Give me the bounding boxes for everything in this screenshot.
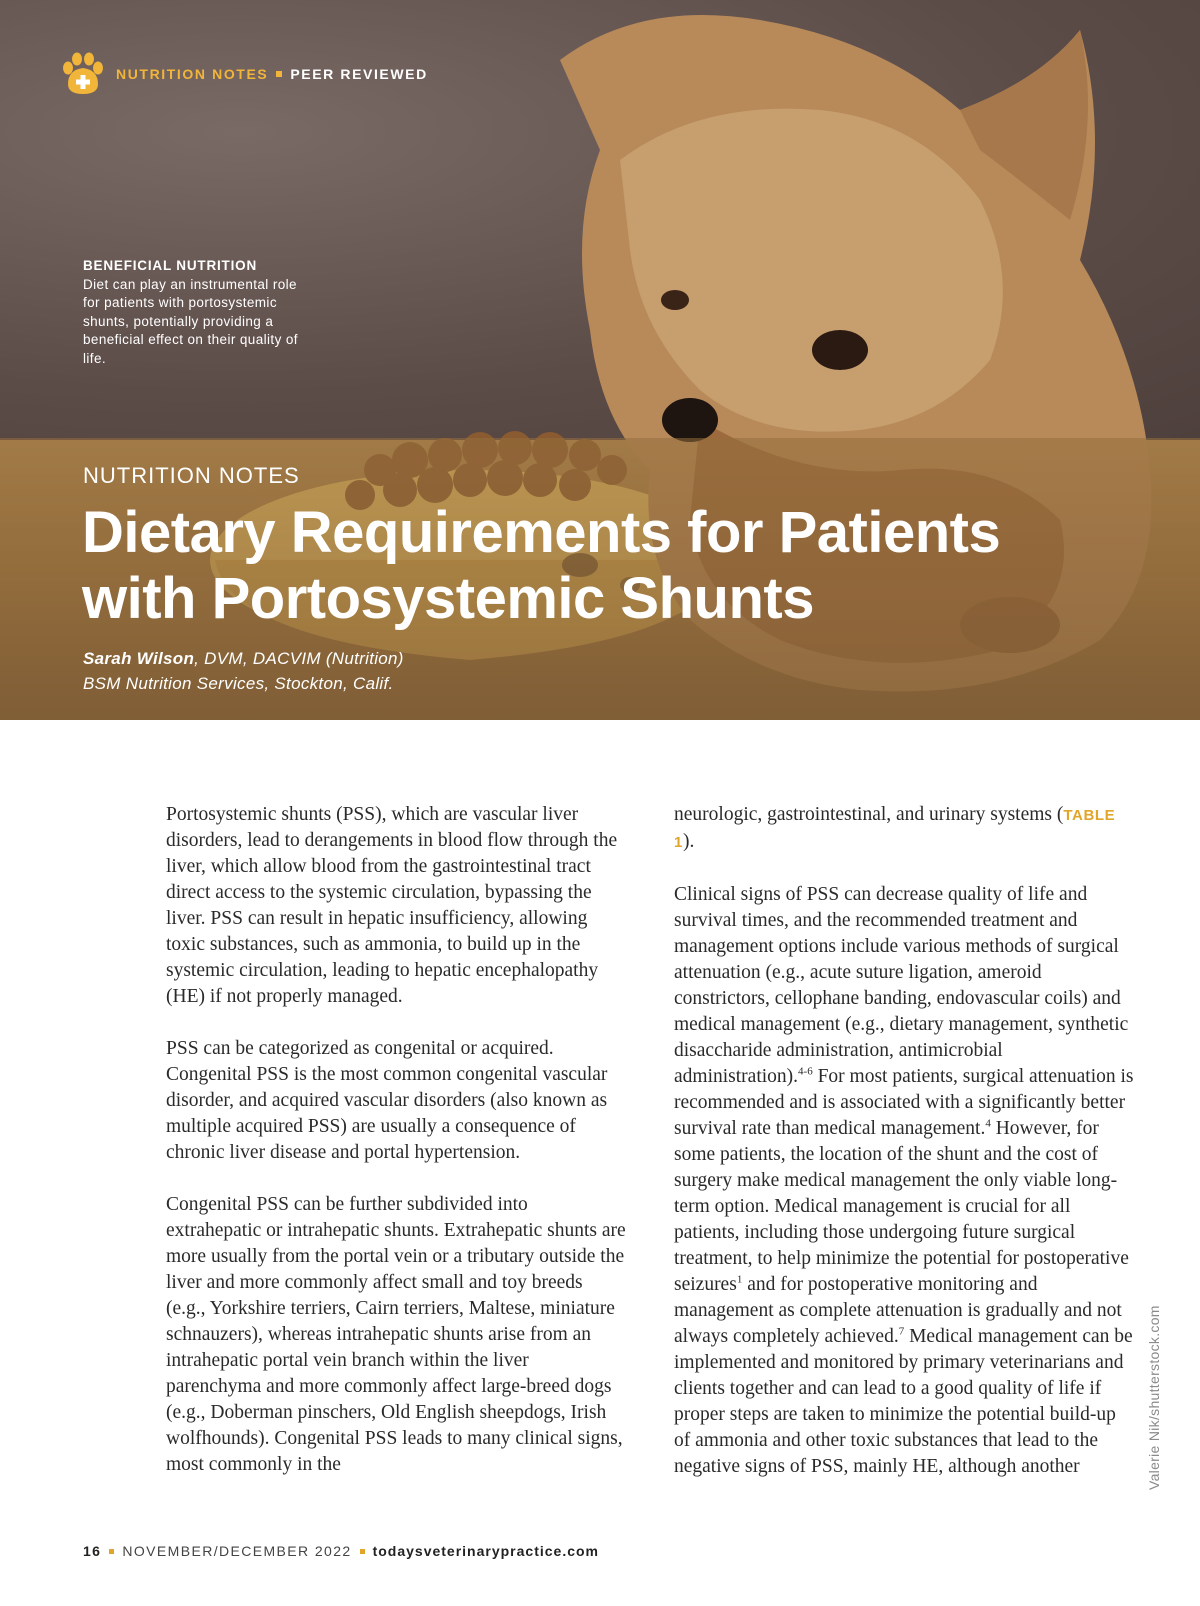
paragraph-text: However, for some patients, the location of the shunt and the cost of surgery make medical management the only viable long-term option. Medical management is crucial for all patients, including those undergoing future surgical treatment, to help minimize the potential for postoperative seizures [674, 1118, 1129, 1295]
issue-date: NOVEMBER/DECEMBER 2022 [122, 1543, 352, 1559]
paragraph-text: and for postoperative monitoring and management as complete attenuation is gradually and not always completely achieved. [674, 1274, 1122, 1347]
section-label: NUTRITION NOTES [83, 463, 300, 488]
kicker-peer-reviewed: PEER REVIEWED [290, 66, 428, 82]
reference-citation: 7 [898, 1325, 905, 1338]
dog-nose [662, 398, 718, 442]
hero-image [0, 0, 1200, 720]
byline [83, 646, 404, 696]
kicker-separator [276, 71, 282, 77]
article-column-left [166, 802, 626, 1504]
reference-citation: 1 [736, 1273, 743, 1286]
paragraph: Portosystemic shunts (PSS), which are vascular liver disorders, lead to derangements in blood flow through the liver, which allow blood from the gastrointestinal tract direct access to the systemic circulation, bypassing the liver. PSS can result in hepatic insufficiency, allowing toxic substances, such as ammonia, to build up in the systemic circulation, leading to hepatic encephalopathy (HE) if not properly managed. [166, 804, 618, 1007]
paragraph: Congenital PSS can be further subdivided into extrahepatic or intrahepatic shunts. Extrahepatic shunts are more usually from the portal vein or a tributary outside the liver and more commonly affect small and toy breeds (e.g., Yorkshire terriers, Cairn terriers, Maltese, miniature schnauzers), whereas intrahepatic shunts arise from an intrahepatic portal vein branch within the liver parenchyma and more commonly affect large-breed dogs (e.g., Doberman pinschers, Old English sheepdogs, Irish wolfhounds). Congenital PSS leads to many clinical signs, most commonly in the [166, 1194, 626, 1475]
paragraph: PSS can be categorized as congenital or acquired. Congenital PSS is the most common congenital vascular disorder, and acquired vascular disorders (also known as multiple acquired PSS) are usually a consequence of chronic liver disease and portal hypertension. [166, 1038, 608, 1163]
author-affiliation: BSM Nutrition Services, Stockton, Calif. [83, 674, 394, 693]
article-title-line2: with Portosystemic Shunts [82, 566, 814, 631]
paragraph-text: Medical management can be implemented and monitored by primary veterinarians and clients together and can lead to a good quality of life if proper steps are taken to minimize the potential build-up of ammonia and other toxic substances that lead to the negative signs of PSS, mainly HE, although another [674, 1326, 1133, 1477]
dog-eye [812, 330, 868, 370]
caption-title: BENEFICIAL NUTRITION [83, 258, 257, 273]
author-credentials: , DVM, DACVIM (Nutrition) [194, 649, 404, 668]
article-title-line1: Dietary Requirements for Patients [82, 500, 1001, 565]
table-1-link[interactable]: TABLE 1 [674, 807, 1116, 851]
paragraph-text: ). [682, 831, 695, 852]
footer-separator [109, 1549, 114, 1554]
section-kicker [60, 52, 428, 96]
website-link[interactable]: todaysveterinarypractice.com [372, 1543, 600, 1559]
article-title [82, 500, 1182, 632]
photo-credit: Valerie Nik/shutterstock.com [1146, 1305, 1162, 1490]
caption-text: Diet can play an instrumental role for patients with portosystemic shunts, potentially providing a beneficial effect on their quality of life. [83, 276, 298, 366]
footer-separator [360, 1549, 365, 1554]
paragraph-text: For most patients, surgical attenuation is recommended and is associated with a significantly better survival rate than medical management. [674, 1066, 1134, 1139]
paw-cross-icon [60, 52, 106, 96]
kicker-section-label: NUTRITION NOTES [116, 66, 269, 82]
article-column-right [674, 802, 1134, 1506]
paragraph-text: neurologic, gastrointestinal, and urinary systems ( [674, 804, 1064, 825]
image-caption [83, 257, 303, 368]
reference-citation: 4 [985, 1117, 991, 1130]
page-footer [83, 1543, 599, 1559]
paragraph [674, 802, 1134, 856]
page-number: 16 [83, 1543, 102, 1559]
reference-citation: 4-6 [798, 1065, 813, 1078]
author-name: Sarah Wilson [83, 649, 195, 668]
paragraph-text: Clinical signs of PSS can decrease quality of life and survival times, and the recommended treatment and management options include various methods of surgical attenuation (e.g., acute suture ligation, ameroid constrictors, cellophane banding, endovascular coils) and medical management (e.g., dietary management, synthetic disaccharide administration, antimicrobial administration). [674, 884, 1129, 1087]
paragraph [674, 882, 1134, 1480]
